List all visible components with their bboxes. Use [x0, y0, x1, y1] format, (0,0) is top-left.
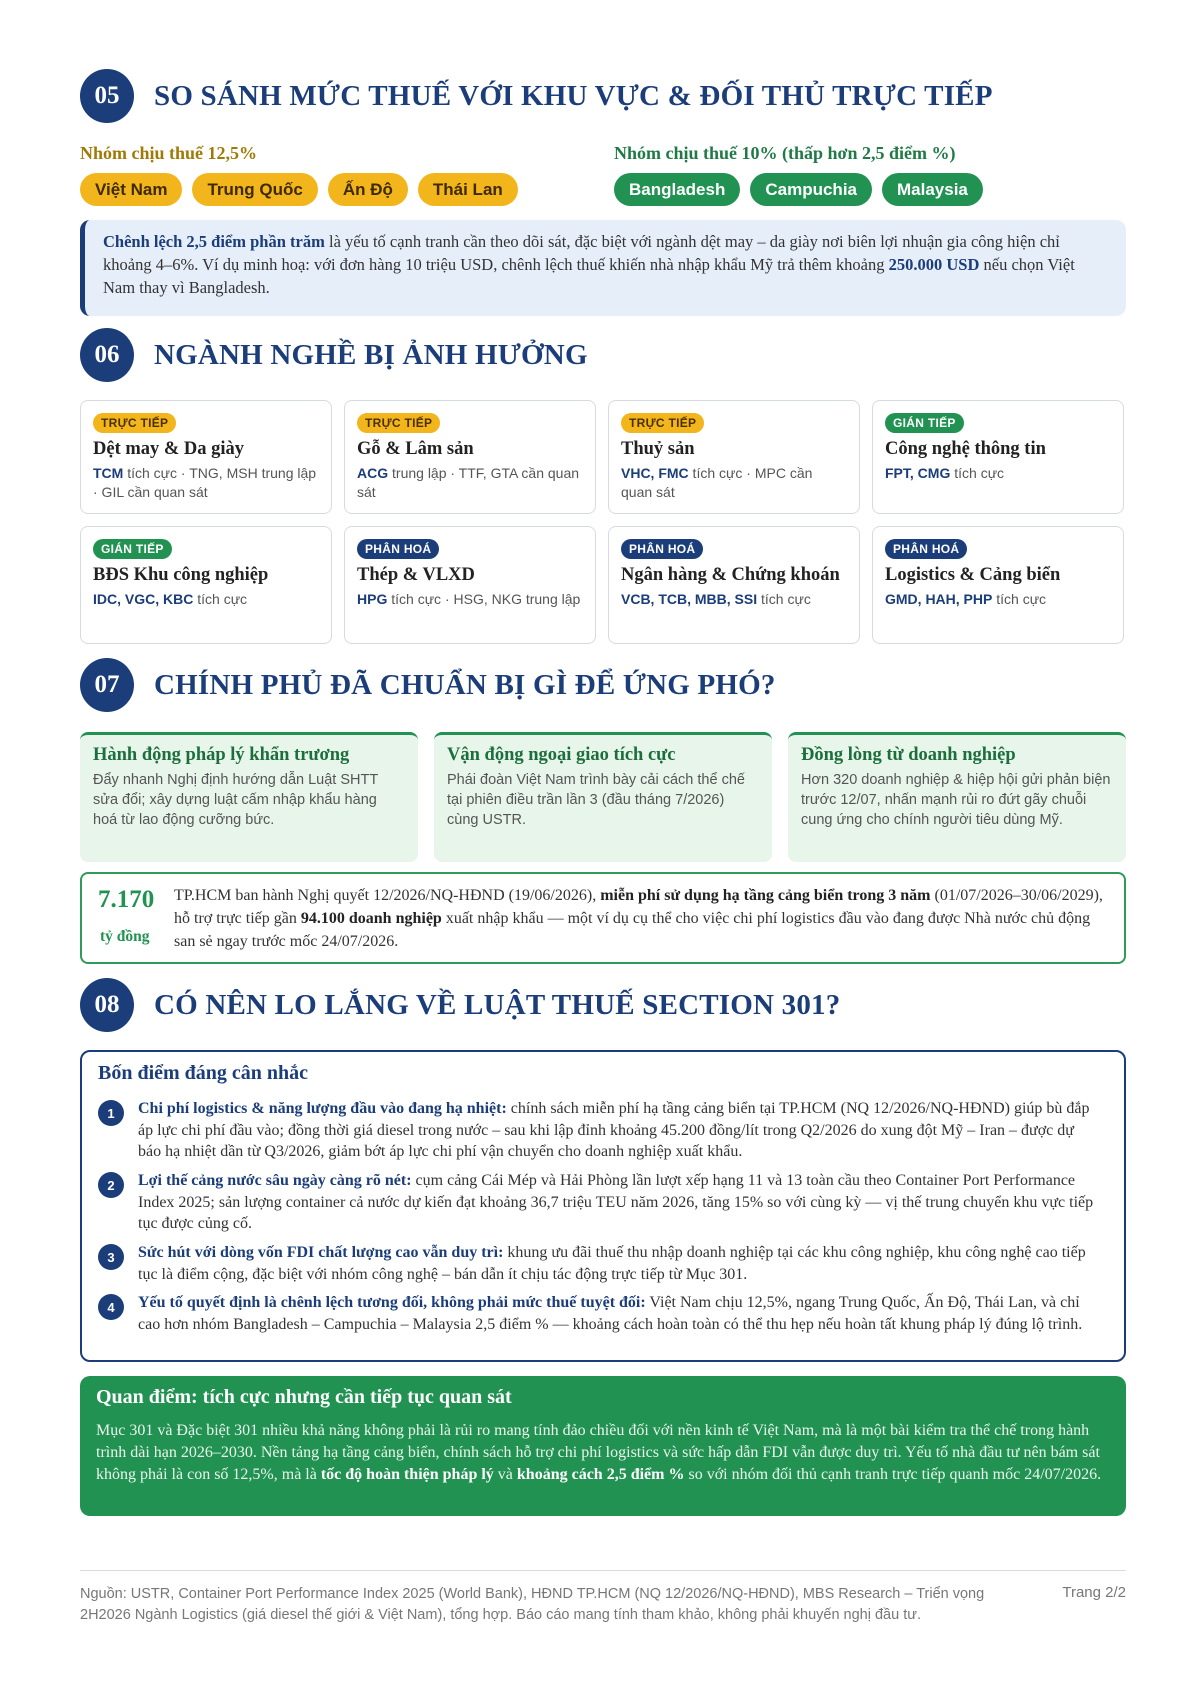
point-item: [98, 1170, 1108, 1240]
sector-card: [344, 526, 596, 644]
viewpoint-part: so với nhóm đối thủ cạnh tranh trực tiếp quanh mốc 24/07/2026.: [684, 1466, 1102, 1483]
sector-card: [80, 526, 332, 644]
sector-title: Thép & VLXD: [357, 565, 475, 585]
section-title: CÓ NÊN LO LẮNG VỀ LUẬT THUẾ SECTION 301?: [154, 988, 841, 1021]
gov-action-card: [80, 732, 418, 862]
point-number: 1: [98, 1100, 124, 1126]
sector-title: Ngân hàng & Chứng khoán: [621, 565, 840, 585]
note-bold: Chênh lệch 2,5 điểm phần trăm: [103, 232, 325, 251]
sector-title: BĐS Khu công nghiệp: [93, 565, 269, 585]
sector-title: Dệt may & Da giày: [93, 439, 245, 459]
section-07-header: [80, 657, 776, 713]
point-text: [138, 1098, 1098, 1163]
country-chip: Ấn Độ: [328, 173, 408, 206]
section-08-header: [80, 977, 840, 1033]
note-text: là yếu tố cạnh tranh cần theo dõi sát, đặc biệt với ngành dệt may – da giày nơi biên lợi nhuận gia công hiện chỉ khoảng 4–6%. Ví dụ minh hoạ: với đơn hàng 10 triệu USD, chênh lệch thuế khiến nhà nhập khẩu Mỹ trả thêm khoảng: [103, 232, 1060, 274]
section-number: 07: [80, 658, 134, 712]
group-10-chips: [614, 173, 983, 206]
point-body: chính sách miễn phí hạ tầng cảng biển tại TP.HCM (NQ 12/2026/NQ-HĐND) giúp bù đắp áp lực chi phí đầu vào; đồng thời giá diesel trong nước – sau khi lập đỉnh khoảng 45.200 đồng/lít trong Q2/2026 do xung đột Mỹ – Iran – được dự báo hạ nhiệt dần từ Q3/2026, giảm bớt áp lực chi phí vận chuyển cho doanh nghiệp xuất khẩu.: [138, 1100, 1090, 1160]
group-10-label: Nhóm chịu thuế 10% (thấp hơn 2,5 điểm %): [614, 143, 956, 163]
note-text: nếu chọn Việt Nam thay vì Bangladesh.: [103, 255, 1075, 297]
country-chip: Thái Lan: [418, 173, 518, 206]
ticker-bold: TCM: [93, 465, 124, 481]
stat-text-part: xuất nhập khẩu — một ví dụ cụ thể cho việc chi phí logistics đầu vào đang được Nhà nước chủ động san sẻ ngay trước mốc 24/07/2026.: [174, 910, 1091, 950]
stat-unit: tỷ đồng: [100, 928, 150, 945]
ticker-bold: VCB, TCB, MBB, SSI: [621, 591, 758, 607]
country-chip: Campuchia: [750, 173, 872, 206]
point-text: [138, 1170, 1098, 1235]
group-12-5-chips: [80, 173, 518, 206]
sector-card: [80, 400, 332, 514]
sector-stocks: [357, 464, 583, 502]
section-number: 08: [80, 978, 134, 1032]
impact-badge: PHÂN HOÁ: [885, 539, 967, 559]
ticker-bold: GMD, HAH, PHP: [885, 591, 993, 607]
sector-card: [344, 400, 596, 514]
sector-title: Công nghệ thông tin: [885, 439, 1046, 459]
section-title: CHÍNH PHỦ ĐÃ CHUẨN BỊ GÌ ĐỂ ỨNG PHÓ?: [154, 668, 776, 701]
country-chip: Malaysia: [882, 173, 983, 206]
page-number: Trang 2/2: [1062, 1584, 1126, 1601]
ticker-bold: ACG: [357, 465, 389, 481]
impact-badge: PHÂN HOÁ: [357, 539, 439, 559]
stat-text-part: (01/07/2026–30/06/2029), hỗ trợ trực tiếp gần: [174, 887, 1103, 927]
sector-card: [872, 400, 1124, 514]
sector-title: Gỗ & Lâm sản: [357, 439, 474, 459]
ticker-text: tích cực: [757, 591, 811, 607]
section-title: SO SÁNH MỨC THUẾ VỚI KHU VỰC & ĐỐI THỦ TRỰC TIẾP: [154, 79, 993, 112]
footer-source: Nguồn: USTR, Container Port Performance Index 2025 (World Bank), HĐND TP.HCM (NQ 12/2026/NQ-HĐND), MBS Research – Triển vọng 2H2026 Ngành Logistics (giá diesel thế giới & Việt Nam), tổng hợp. Báo cáo mang tính tham khảo, không phải khuyến nghị đầu tư.: [80, 1586, 985, 1623]
sector-stocks: [621, 590, 847, 609]
viewpoint-bold: khoảng cách 2,5 điểm %: [516, 1466, 685, 1483]
ticker-text: tích cực: [193, 591, 248, 607]
point-text: [138, 1292, 1098, 1335]
stat-text-part: TP.HCM ban hành Nghị quyết 12/2026/NQ-HĐND (19/06/2026),: [174, 887, 601, 904]
impact-badge: TRỰC TIẾP: [357, 413, 440, 433]
section-number: 05: [80, 69, 134, 123]
ticker-text: tích cực · MPC cần quan sát: [621, 465, 813, 500]
stat-text: [174, 884, 1104, 953]
section-06-header: [80, 327, 588, 383]
tax-gap-note: [80, 220, 1126, 316]
viewpoint-text: [96, 1420, 1111, 1486]
sector-card: [872, 526, 1124, 644]
country-chip: Trung Quốc: [192, 173, 317, 206]
viewpoint-part: và: [493, 1466, 517, 1483]
ticker-bold: FPT, CMG: [885, 465, 951, 481]
gov-card-desc: Đẩy nhanh Nghị định hướng dẫn Luật SHTT sửa đổi; xây dựng luật cấm nhập khẩu hàng hoá từ lao động cưỡng bức.: [93, 772, 378, 828]
point-body: cụm cảng Cái Mép và Hải Phòng lần lượt xếp hạng 11 và 13 toàn cầu theo Container Port Performance Index 2025; sản lượng container cả nước dự kiến đạt khoảng 36,7 triệu TEU năm 2026, tăng 15% so với cùng kỳ — vị thế trung chuyển khu vực tiếp tục được củng cố.: [138, 1172, 1094, 1232]
point-lead: Yếu tố quyết định là chênh lệch tương đối, không phải mức thuế tuyệt đối:: [138, 1294, 646, 1311]
sector-title: Thuỷ sản: [621, 439, 695, 459]
gov-card-title: Đồng lòng từ doanh nghiệp: [801, 745, 1016, 765]
stat-number: 7.170: [98, 886, 155, 913]
sector-stocks: [93, 464, 319, 502]
section-05-header: [80, 68, 993, 124]
point-number: 2: [98, 1172, 124, 1198]
point-item: [98, 1242, 1108, 1290]
country-chip: Bangladesh: [614, 173, 740, 206]
gov-card-title: Hành động pháp lý khẩn trương: [93, 745, 350, 765]
point-number: 4: [98, 1294, 124, 1320]
sector-stocks: [357, 590, 583, 609]
sector-stocks: [621, 464, 847, 502]
ticker-text: tích cực · HSG, NKG trung lập: [387, 591, 581, 607]
ticker-bold: IDC, VGC, KBC: [93, 591, 194, 607]
ticker-text: tích cực: [950, 465, 1005, 481]
gov-action-card: [788, 732, 1126, 862]
box-title: Bốn điểm đáng cân nhắc: [98, 1062, 309, 1084]
ticker-bold: VHC, FMC: [621, 465, 689, 481]
viewpoint-part: Mục 301 và Đặc biệt 301 nhiều khả năng không phải là rủi ro mang tính đảo chiều đối với nền kinh tế Việt Nam, mà là một bài kiểm tra thể chế trong hành trình dài hạn 2026–2030. Nền tảng hạ tầng cảng biển, chính sách hỗ trợ chi phí logistics và sức hấp dẫn FDI vẫn được duy trì. Yếu tố nhà đầu tư nên bám sát không phải là con số 12,5%, mà là: [96, 1422, 1100, 1483]
footer-divider: [80, 1570, 1126, 1571]
ticker-text: trung lập · TTF, GTA cần quan sát: [357, 465, 580, 500]
section-title: NGÀNH NGHỀ BỊ ẢNH HƯỞNG: [154, 338, 588, 371]
sector-card: [608, 400, 860, 514]
impact-badge: PHÂN HOÁ: [621, 539, 703, 559]
sector-stocks: [885, 464, 1111, 483]
country-chip: Việt Nam: [80, 173, 182, 206]
impact-badge: GIÁN TIẾP: [885, 413, 964, 433]
impact-badge: TRỰC TIẾP: [621, 413, 704, 433]
point-text: [138, 1242, 1098, 1285]
ticker-bold: HPG: [357, 591, 388, 607]
section-number: 06: [80, 328, 134, 382]
viewpoint-box: [80, 1376, 1126, 1516]
ticker-text: tích cực: [992, 591, 1047, 607]
ticker-text: tích cực · TNG, MSH trung lập · GIL cần quan sát: [93, 465, 317, 500]
sector-card: [608, 526, 860, 644]
gov-card-desc: Phái đoàn Việt Nam trình bày cải cách thể chế tại phiên điều trần lần 3 (đầu tháng 7/2026) cùng USTR.: [447, 772, 745, 828]
point-number: 3: [98, 1244, 124, 1270]
gov-action-card: [434, 732, 772, 862]
point-lead: Chi phí logistics & năng lượng đầu vào đang hạ nhiệt:: [138, 1100, 507, 1117]
point-body: Việt Nam chịu 12,5%, ngang Trung Quốc, Ấn Độ, Thái Lan, và chỉ cao hơn nhóm Bangladesh – Campuchia – Malaysia 2,5 điểm % — khoảng cách hoàn toàn có thể thu hẹp nếu hoàn tất khung pháp lý đúng lộ trình.: [138, 1294, 1083, 1333]
four-points-box: [80, 1050, 1126, 1362]
point-item: [98, 1098, 1108, 1168]
support-stat-box: [80, 872, 1126, 964]
viewpoint-title: Quan điểm: tích cực nhưng cần tiếp tục quan sát: [96, 1386, 512, 1408]
gov-card-desc: Hơn 320 doanh nghiệp & hiệp hội gửi phản biện trước 12/07, nhấn mạnh rủi ro đứt gãy chuỗi cung ứng cho chính người tiêu dùng Mỹ.: [801, 772, 1111, 828]
point-body: khung ưu đãi thuế thu nhập doanh nghiệp tại các khu công nghiệp, khu công nghệ cao tiếp tục là điểm cộng, đặc biệt với nhóm công nghệ – bán dẫn ít chịu tác động trực tiếp từ Mục 301.: [138, 1244, 1086, 1283]
point-lead: Lợi thế cảng nước sâu ngày càng rõ nét:: [138, 1172, 412, 1189]
viewpoint-bold: tốc độ hoàn thiện pháp lý: [320, 1466, 494, 1483]
sector-stocks: [885, 590, 1111, 609]
stat-text-bold: miễn phí sử dụng hạ tầng cảng biển trong 3 năm: [600, 887, 931, 904]
gov-card-title: Vận động ngoại giao tích cực: [447, 745, 676, 765]
sector-title: Logistics & Cảng biển: [885, 565, 1061, 585]
sector-stocks: [93, 590, 319, 609]
impact-badge: TRỰC TIẾP: [93, 413, 176, 433]
group-12-5-label: Nhóm chịu thuế 12,5%: [80, 143, 258, 163]
impact-badge: GIÁN TIẾP: [93, 539, 172, 559]
point-lead: Sức hút với dòng vốn FDI chất lượng cao vẫn duy trì:: [138, 1244, 504, 1261]
stat-text-bold: 94.100 doanh nghiệp: [300, 910, 442, 927]
note-bold: 250.000 USD: [888, 255, 980, 274]
point-item: [98, 1292, 1108, 1362]
